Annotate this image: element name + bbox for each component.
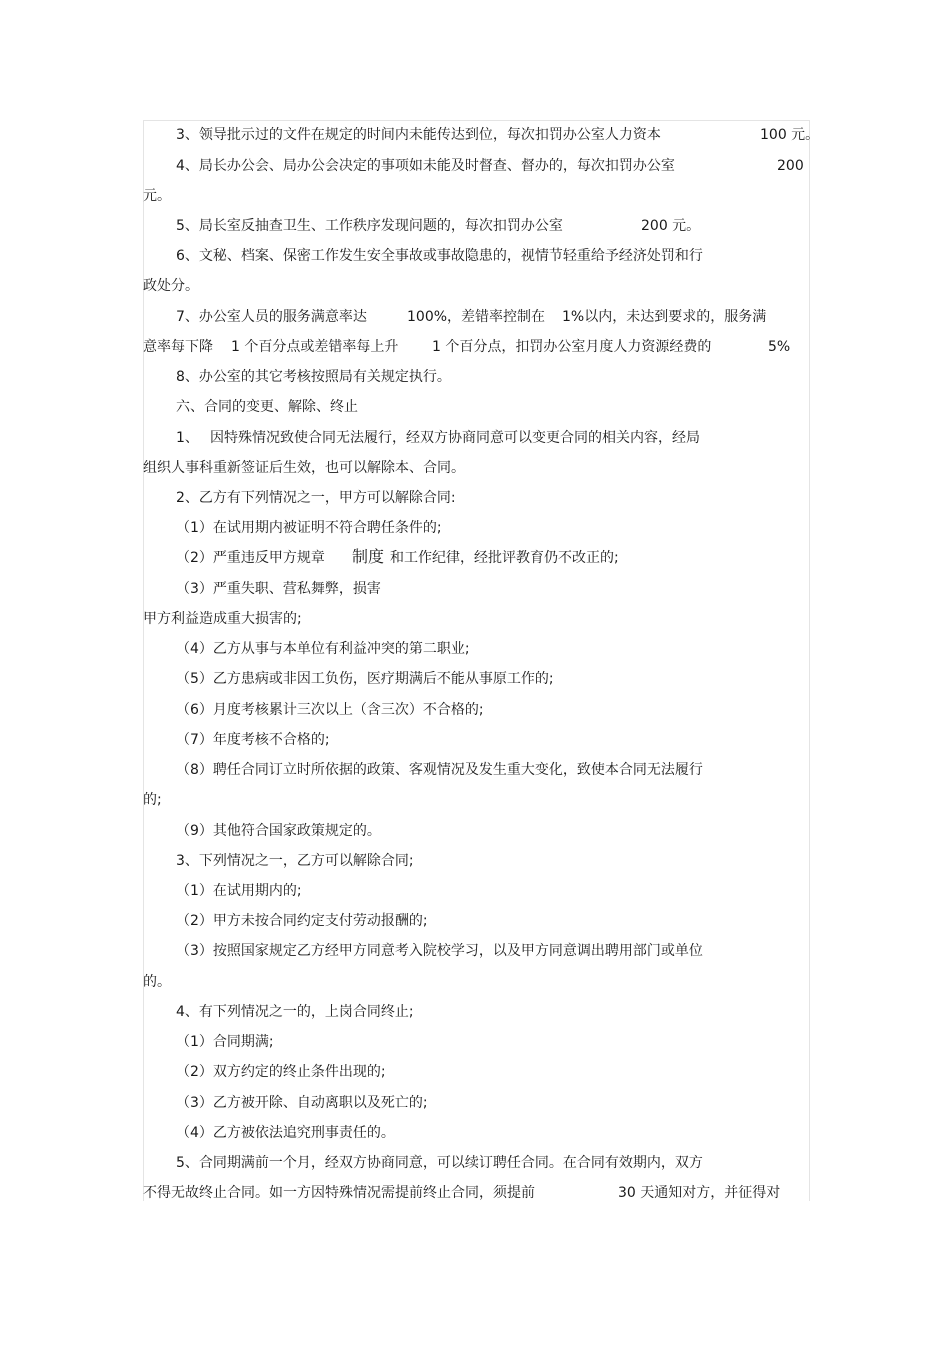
text-line: 3、下列情况之一，乙方可以解除合同; [176,853,414,869]
text-line: 组织人事科重新签证后生效，也可以解除本、合同。 [143,460,465,476]
text-line: （5）乙方患病或非因工负伤，医疗期满后不能从事原工作的; [176,671,554,687]
text-line: 的; [143,792,162,808]
text-line: （7）年度考核不合格的; [176,732,330,748]
text-line: 200 [777,158,804,174]
text-line: 不得无故终止合同。如一方因特殊情况需提前终止合同，须提前 [143,1185,535,1201]
text-line: （3）乙方被开除、自动离职以及死亡的; [176,1095,428,1111]
text-line: （3）严重失职、营私舞弊，损害 [176,581,381,597]
text-line: 意率每下降 [143,339,213,355]
text-line: 100%，差错率控制在 [407,309,546,325]
text-line: 1 个百分点或差错率每上升 [231,339,399,355]
text-line: 和工作纪律，经批评教育仍不改正的; [390,550,619,566]
text-line: （1）合同期满; [176,1034,274,1050]
text-line: （1）在试用期内被证明不符合聘任条件的; [176,520,442,536]
text-line: 1 个百分点，扣罚办公室月度人力资源经费的 [432,339,712,355]
text-line: 5% [768,339,791,355]
text-line: （4）乙方被依法追究刑事责任的。 [176,1125,395,1141]
text-line: 30 天通知对方，并征得对 [618,1185,781,1201]
text-line: 3、领导批示过的文件在规定的时间内未能传达到位，每次扣罚办公室人力资本 [176,127,661,143]
text-line: （9）其他符合国家政策规定的。 [176,823,381,839]
text-line: （4）乙方从事与本单位有利益冲突的第二职业; [176,641,470,657]
text-line: 甲方利益造成重大损害的; [143,611,302,627]
text-line: 100 元。 [760,127,820,143]
text-line: （6）月度考核累计三次以上（含三次）不合格的; [176,702,484,718]
text-line: 4、局长办公会、局办公会决定的事项如未能及时督查、督办的，每次扣罚办公室 [176,158,675,174]
text-line: 的。 [143,974,171,990]
text-line: （2）严重违反甲方规章 [176,550,325,566]
text-line: 政处分。 [143,278,199,294]
text-line: （1）在试用期内的; [176,883,302,899]
text-line: 5、合同期满前一个月，经双方协商同意，可以续订聘任合同。在合同有效期内，双方 [176,1155,703,1171]
text-line: （8）聘任合同订立时所依据的政策、客观情况及发生重大变化，致使本合同无法履行 [176,762,703,778]
text-line: （2）双方约定的终止条件出现的; [176,1064,386,1080]
text-line: 4、有下列情况之一的，上岗合同终止; [176,1004,414,1020]
text-line: 6、文秘、档案、保密工作发生安全事故或事故隐患的，视情节轻重给予经济处罚和行 [176,248,703,264]
text-line: （3）按照国家规定乙方经甲方同意考入院校学习，以及甲方同意调出聘用部门或单位 [176,943,703,959]
text-line: （2）甲方未按合同约定支付劳动报酬的; [176,913,428,929]
text-line: 1、 [176,430,199,446]
section-heading: 六、合同的变更、解除、终止 [176,399,358,415]
text-line: 1%以内，未达到要求的，服务满 [562,309,767,325]
text-line: 7、办公室人员的服务满意率达 [176,309,367,325]
text-line: 2、乙方有下列情况之一，甲方可以解除合同: [176,490,456,506]
text-line: 元。 [143,188,171,204]
text-line: 200 元。 [641,218,701,234]
text-line: 5、局长室反抽查卫生、工作秩序发现问题的，每次扣罚办公室 [176,218,563,234]
text-line: 制度 [352,547,385,566]
text-line: 因特殊情况致使合同无法履行，经双方协商同意可以变更合同的相关内容，经局 [210,430,700,446]
text-line: 8、办公室的其它考核按照局有关规定执行。 [176,369,451,385]
